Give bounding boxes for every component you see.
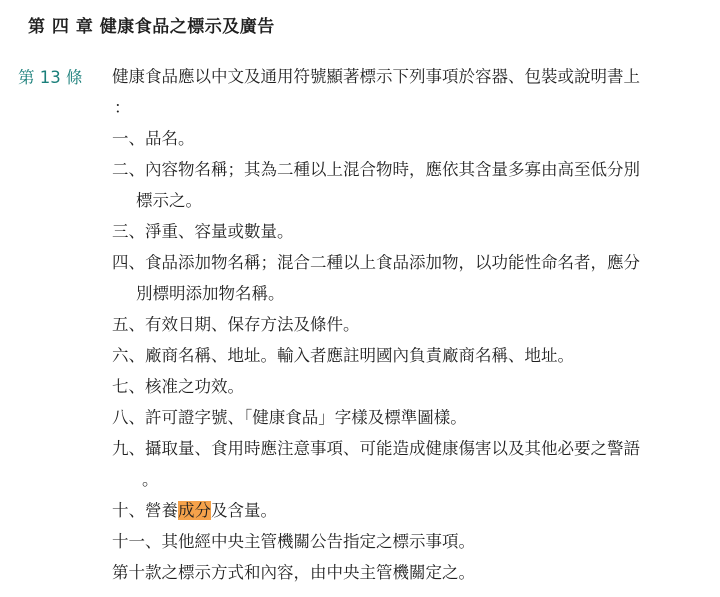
list-item: 一、品名。 — [112, 129, 195, 148]
list-item: 五、有效日期、保存方法及條件。 — [112, 315, 360, 334]
list-item: 六、廠商名稱、地址。輸入者應註明國內負責廠商名稱、地址。 — [112, 346, 574, 365]
list-item — [112, 495, 712, 526]
list-item-text: 及含量。 — [211, 501, 277, 520]
list-item: 九、攝取量、食用時應注意事項、可能造成健康傷害以及其他必要之警語 — [112, 439, 640, 458]
list-item: 三、淨重、容量或數量。 — [112, 222, 294, 241]
article-closing: 第十款之標示方式和內容，由中央主管機關定之。 — [112, 563, 475, 582]
list-item: 八、許可證字號、「健康食品」字樣及標準圖樣。 — [112, 408, 467, 427]
article-number[interactable]: 第 13 條 — [18, 68, 83, 87]
list-item: 十一、其他經中央主管機關公告指定之標示事項。 — [112, 532, 475, 551]
list-item: 四、食品添加物名稱；混合二種以上食品添加物，以功能性命名者，應分 — [112, 253, 640, 272]
article-body — [112, 61, 712, 588]
list-item: 二、內容物名稱；其為二種以上混合物時，應依其含量多寡由高至低分別 — [112, 160, 640, 179]
list-item-continuation: 別標明添加物名稱。 — [136, 284, 285, 303]
chapter-title: 第 四 章 健康食品之標示及廣告 — [28, 17, 275, 37]
list-item-text: 十、營養 — [112, 501, 178, 520]
list-item: 七、核准之功效。 — [112, 377, 244, 396]
search-highlight: 成分 — [178, 501, 211, 520]
list-item-continuation: 。 — [142, 470, 159, 489]
article-intro-continuation: ： — [114, 98, 131, 117]
list-item-continuation: 標示之。 — [136, 191, 202, 210]
article-intro: 健康食品應以中文及通用符號顯著標示下列事項於容器、包裝或說明書上 — [112, 67, 640, 86]
